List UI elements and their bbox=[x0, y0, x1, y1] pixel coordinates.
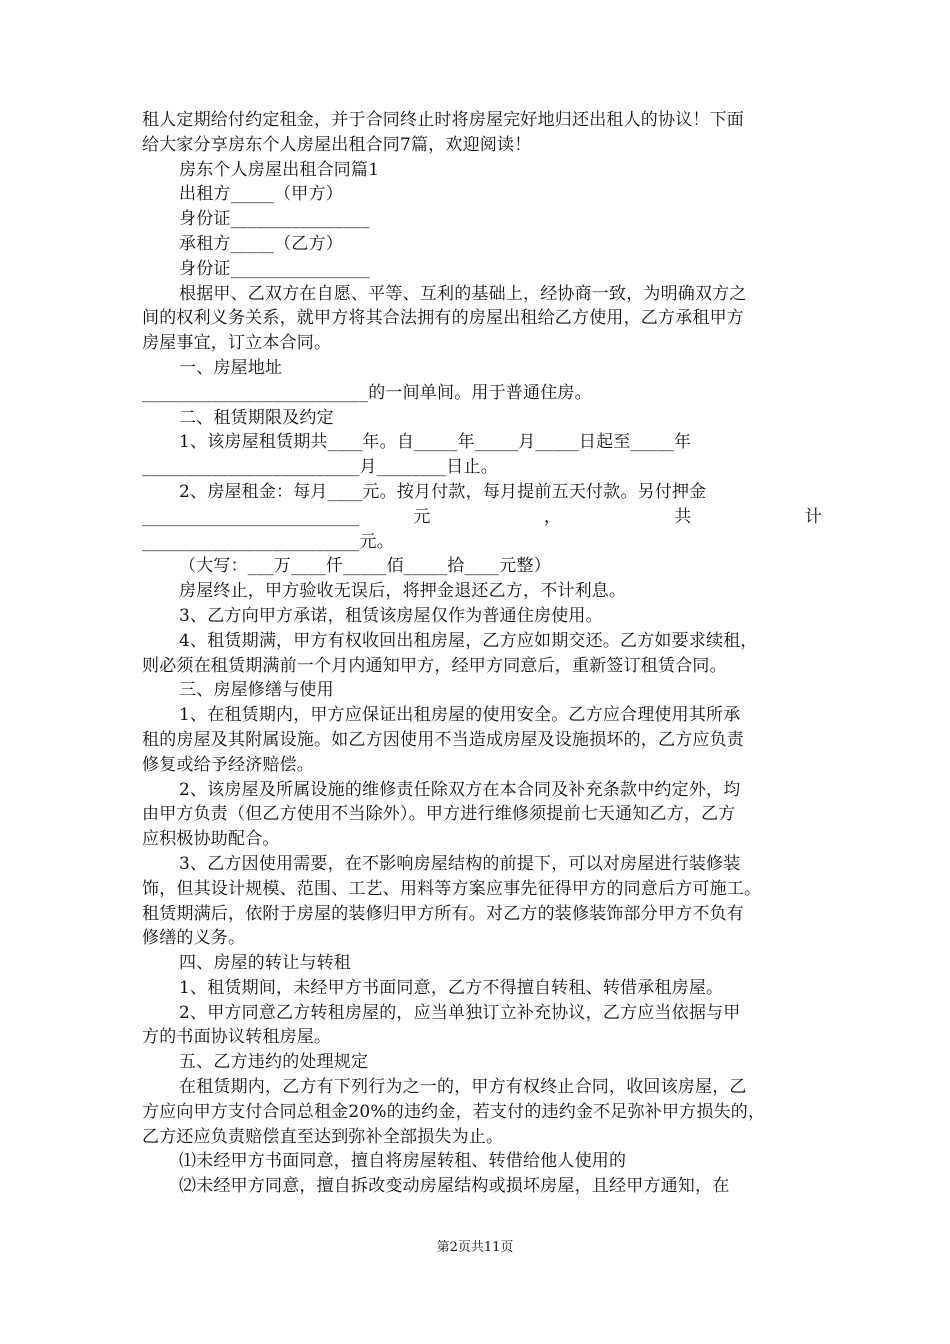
text-line: _________________________元。 bbox=[142, 531, 394, 552]
text-line: ⑵未经甲方同意，擅自拆改变动房屋结构或损坏房屋，且经甲方通知，在 bbox=[179, 1176, 730, 1197]
text-line: 根据甲、乙双方在自愿、平等、互利的基础上，经协商一致，为明确双方之 bbox=[179, 283, 747, 304]
text-line: 方的书面协议转租房屋。 bbox=[142, 1027, 332, 1048]
text-line: 身份证________________ bbox=[179, 258, 370, 279]
text-line: 2、房屋租金：每月____元。按月付款，每月提前五天付款。另付押金 bbox=[179, 481, 707, 502]
text-line: 租的房屋及其附属设施。如乙方因使用不当造成房屋及设施损坏的，乙方应负责 bbox=[142, 729, 744, 750]
text-line: ⑴未经甲方书面同意，擅自将房屋转租、转借给他人使用的 bbox=[179, 1151, 627, 1172]
text-line: 2、甲方同意乙方转租房屋的，应当单独订立补充协议，乙方应当依据与甲 bbox=[179, 1002, 741, 1023]
text-line: 房东个人房屋出租合同篇1 bbox=[179, 159, 380, 180]
text-line: 1、租赁期间，未经甲方书面同意，乙方不得擅自转租、转借承租房屋。 bbox=[179, 977, 724, 998]
text-line: 方应向甲方支付合同总租金20%的违约金，若支付的违约金不足弥补甲方损失的， bbox=[142, 1101, 766, 1122]
text-line: _________________________月________日止。 bbox=[142, 457, 498, 478]
text-line: （大写：___万____仟_____佰_____拾____元整） bbox=[179, 556, 551, 577]
text-line: 身份证________________ bbox=[179, 209, 370, 230]
text-line: 房屋终止，甲方验收无误后，将押金退还乙方，不计利息。 bbox=[179, 581, 627, 602]
text-line: 在租赁期内，乙方有下列行为之一的，甲方有权终止合同，收回该房屋，乙 bbox=[179, 1077, 747, 1098]
text-line: 1、在租赁期内，甲方应保证出租房屋的使用安全。乙方应合理使用其所承 bbox=[179, 705, 741, 726]
text-line: 一、房屋地址 bbox=[179, 357, 283, 378]
text-line: 间的权利义务关系，就甲方将其合法拥有的房屋出租给乙方使用，乙方承租甲方 bbox=[142, 308, 744, 329]
text-line: 1、该房屋租赁期共____年。自_____年_____月_____日起至_____年 bbox=[179, 432, 692, 453]
text-line: 应积极协助配合。 bbox=[142, 829, 280, 850]
text-line: 4、租赁期满，甲方有权收回出租房屋，乙方应如期交还。乙方如要求续租， bbox=[179, 630, 758, 651]
text-line: 出租方_____（甲方） bbox=[179, 184, 343, 205]
text-line: 乙方还应负责赔偿直至达到弥补全部损失为止。 bbox=[142, 1126, 504, 1147]
text-line: 租人定期给付约定租金，并于合同终止时将房屋完好地归还出租人的协议！下面 bbox=[142, 110, 744, 130]
text-line: _________________________元 ， 共 计 bbox=[142, 506, 822, 527]
text-line: 修复或给予经济赔偿。 bbox=[142, 754, 314, 775]
text-line: __________________________的一间单间。用于普通住房。 bbox=[142, 382, 592, 403]
text-line: 承租方_____（乙方） bbox=[179, 233, 343, 254]
text-line: 给大家分享房东个人房屋出租合同7篇，欢迎阅读！ bbox=[142, 134, 532, 155]
text-line: 三、房屋修缮与使用 bbox=[179, 680, 334, 701]
text-line: 则必须在租赁期满前一个月内通知甲方，经甲方同意后，重新签订租赁合同。 bbox=[142, 655, 727, 676]
text-line: 修缮的义务。 bbox=[142, 928, 246, 949]
text-line: 3、乙方因使用需要，在不影响房屋结构的前提下，可以对房屋进行装修装 bbox=[179, 853, 741, 874]
text-line: 房屋事宜，订立本合同。 bbox=[142, 333, 332, 354]
page-footer: 第2页共11页 bbox=[436, 1240, 514, 1255]
text-line: 3、乙方向甲方承诺，租赁该房屋仅作为普通住房使用。 bbox=[179, 605, 603, 626]
text-line: 2、该房屋及所属设施的维修责任除双方在本合同及补充条款中约定外，均 bbox=[179, 779, 741, 800]
text-line: 二、租赁期限及约定 bbox=[179, 407, 334, 428]
text-line: 五、乙方违约的处理规定 bbox=[179, 1052, 369, 1073]
document-body bbox=[142, 108, 822, 1199]
text-line: 四、房屋的转让与转租 bbox=[179, 953, 351, 974]
text-line: 租赁期满后，依附于房屋的装修归甲方所有。对乙方的装修装饰部分甲方不负有 bbox=[142, 903, 744, 924]
text-line: 由甲方负责（但乙方使用不当除外）。甲方进行维修须提前七天通知乙方，乙方 bbox=[142, 804, 736, 825]
text-line: 饰，但其设计规模、范围、工艺、用料等方案应事先征得甲方的同意后方可施工。 bbox=[142, 878, 762, 899]
